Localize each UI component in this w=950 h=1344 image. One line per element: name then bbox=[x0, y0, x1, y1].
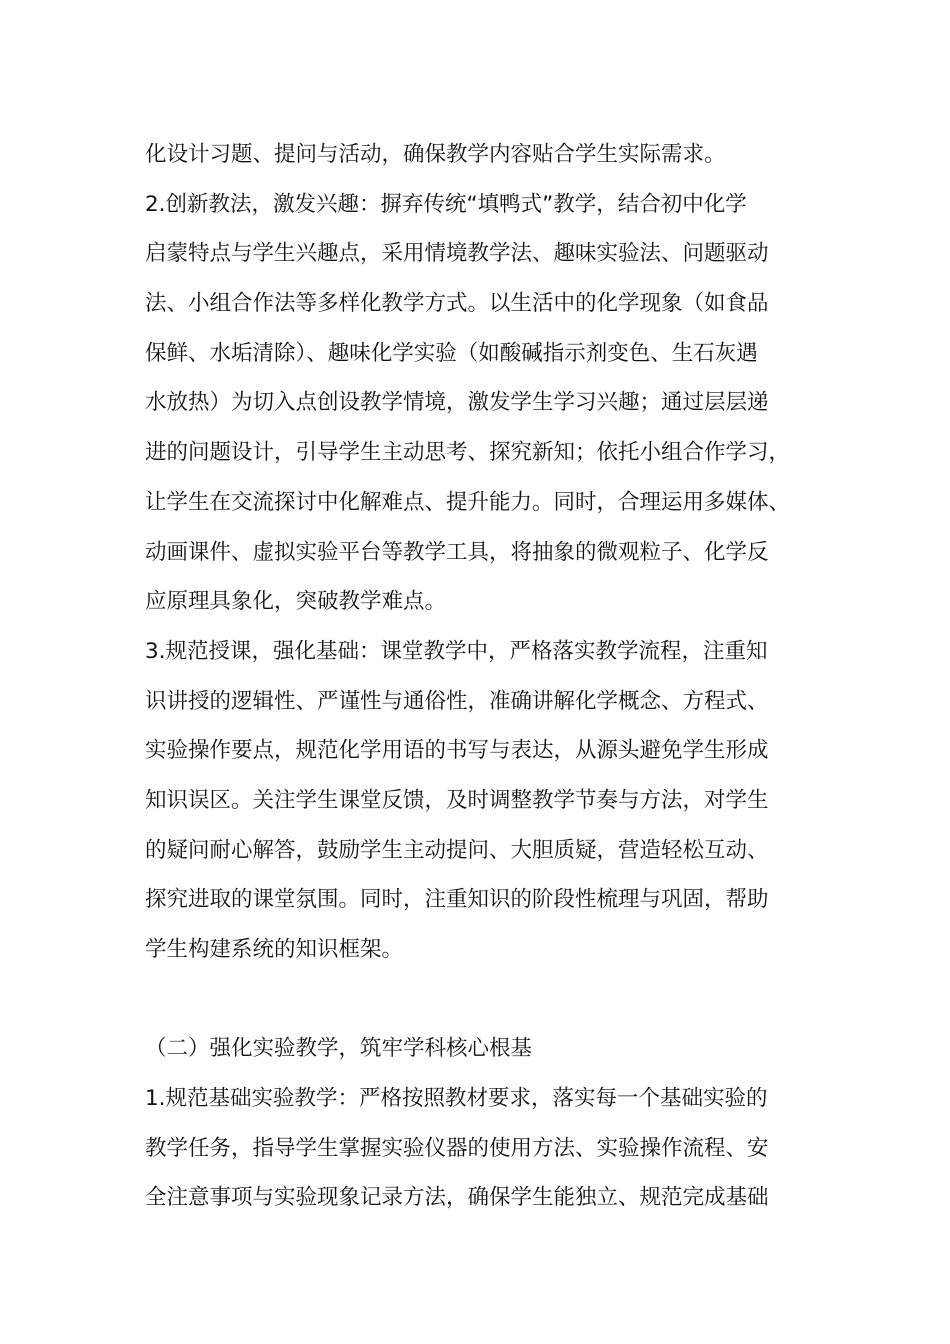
paragraph-line: 保鲜、水垢清除）、趣味化学实验（如酸碱指示剂变色、生石灰遇 bbox=[145, 340, 758, 366]
paragraph-line: 让学生在交流探讨中化解难点、提升能力。同时，合理运用多媒体、 bbox=[145, 489, 791, 515]
paragraph-line: 启蒙特点与学生兴趣点，采用情境教学法、趣味实验法、问题驱动 bbox=[145, 241, 769, 267]
paragraph-line: 教学任务，指导学生掌握实验仪器的使用方法、实验操作流程、安 bbox=[145, 1135, 769, 1161]
paragraph-line: 进的问题设计，引导学生主动思考、探究新知；依托小组合作学习， bbox=[145, 440, 791, 466]
paragraph-line: 水放热）为切入点创设教学情境，激发学生学习兴趣；通过层层递 bbox=[145, 390, 769, 416]
paragraph-line: 的疑问耐心解答，鼓励学生主动提问、大胆质疑，营造轻松互动、 bbox=[145, 837, 769, 863]
paragraph-line: 应原理具象化，突破教学难点。 bbox=[145, 589, 447, 615]
paragraph-line: 识讲授的逻辑性、严谨性与通俗性，准确讲解化学概念、方程式、 bbox=[145, 688, 769, 714]
blank-line bbox=[145, 975, 835, 1025]
paragraph-line: 知识误区。关注学生课堂反馈，及时调整教学节奏与方法，对学生 bbox=[145, 787, 769, 813]
paragraph-line: 法、小组合作法等多样化教学方式。以生活中的化学现象（如食品 bbox=[145, 291, 769, 317]
paragraph-line: 探究进取的课堂氛围。同时，注重知识的阶段性梳理与巩固，帮助 bbox=[145, 887, 769, 913]
section-heading: （二）强化实验教学，筑牢学科核心根基 bbox=[145, 1036, 533, 1062]
body-text bbox=[145, 130, 835, 1223]
paragraph-line: 3.规范授课，强化基础：课堂教学中，严格落实教学流程，注重知 bbox=[145, 638, 768, 664]
paragraph-line: 1.规范基础实验教学：严格按照教材要求，落实每一个基础实验的 bbox=[145, 1086, 768, 1112]
paragraph-line: 化设计习题、提问与活动，确保教学内容贴合学生实际需求。 bbox=[145, 142, 726, 167]
paragraph-line: 全注意事项与实验现象记录方法，确保学生能独立、规范完成基础 bbox=[145, 1185, 769, 1211]
paragraph-line: 学生构建系统的知识框架。 bbox=[145, 937, 404, 962]
paragraph-line: 实验操作要点，规范化学用语的书写与表达，从源头避免学生形成 bbox=[145, 738, 769, 764]
paragraph-line: 动画课件、虚拟实验平台等教学工具，将抽象的微观粒子、化学反 bbox=[145, 539, 769, 565]
paragraph-line: 2.创新教法，激发兴趣：摒弃传统“填鸭式”教学，结合初中化学 bbox=[145, 191, 747, 217]
